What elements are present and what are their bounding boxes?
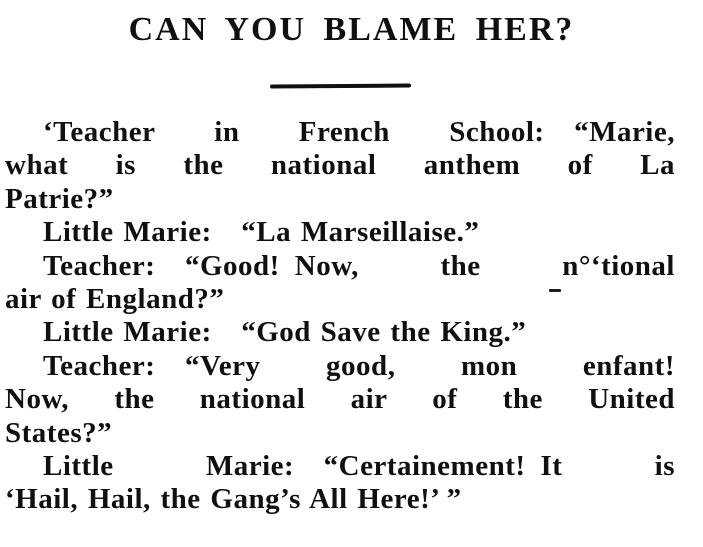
article-line-7: Little Marie: “God Save the King.” (43, 316, 527, 349)
article-line-6: air of England?” (5, 282, 225, 315)
article-line-8: Teacher: “Very good, mon enfant! (43, 349, 675, 382)
article-line-10: States?” (5, 416, 113, 449)
article-body (5, 116, 675, 517)
article-line-3: Patrie?” (5, 182, 114, 215)
article-line-12: ‘Hail, Hail, the Gang’s All Here!’ ” (5, 483, 462, 516)
article-line-2: what is the national anthem of La (5, 149, 675, 182)
print-artifact-dash (549, 289, 561, 292)
headline: CAN YOU BLAME HER? (128, 11, 575, 48)
headline-divider (270, 84, 411, 89)
article-line-4: Little Marie: “La Marseillaise.” (43, 216, 480, 249)
article-line-11: Little Marie: “Certainement! It is (43, 449, 675, 482)
article-line-9: Now, the national air of the United (5, 383, 675, 416)
article-line-1: ‘Teacher in French School: “Marie, (43, 116, 675, 148)
article-line-5: Teacher: “Good! Now, the n°‘tional (43, 249, 675, 282)
